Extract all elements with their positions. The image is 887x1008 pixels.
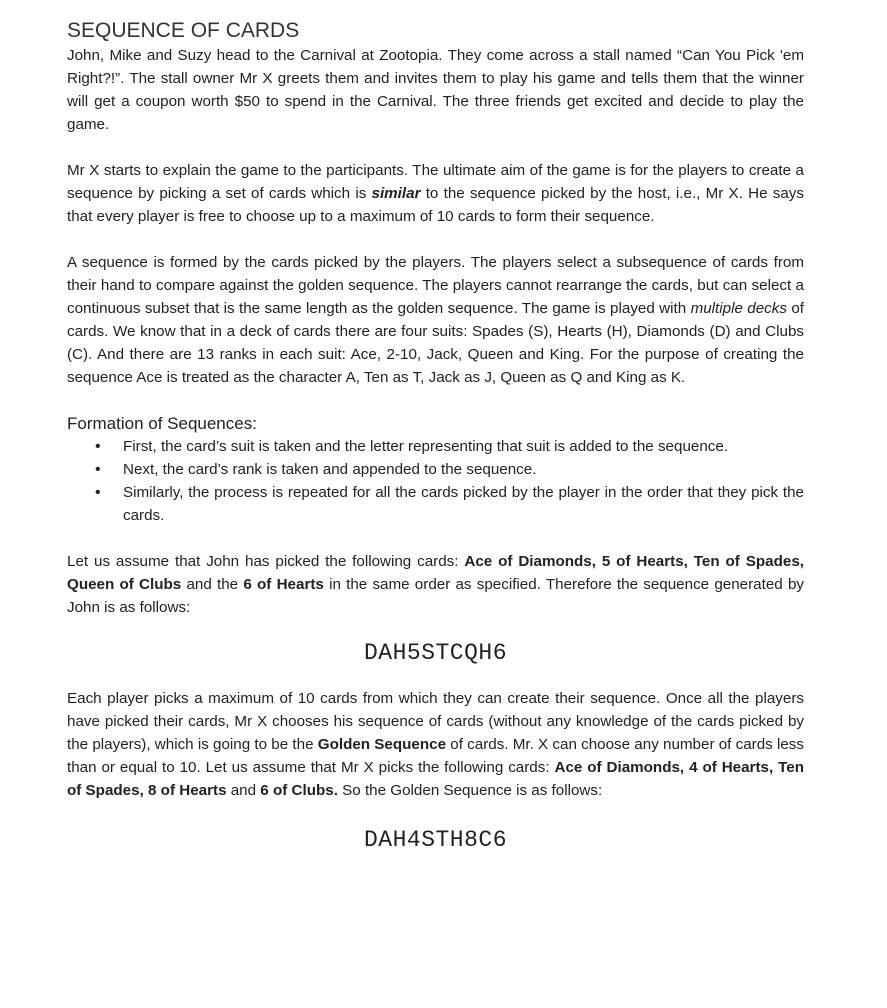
list-item: • Similarly, the process is repeated for all the cards picked by the player in the order that they pick the cards. — [123, 481, 804, 527]
sequence-text-a: A sequence is formed by the cards picked by the players. The players select a subsequence of cards from their hand to compare against the golden sequence. The players cannot rearrange the cards, but can select a continuous subset that is the same length as the golden sequence. The game is played with — [67, 254, 804, 317]
rules-paragraph — [67, 159, 804, 228]
golden-sequence-term: Golden Sequence — [317, 736, 447, 753]
sequence-emphasis: multiple decks — [690, 300, 787, 317]
golden-last-card: 6 of Clubs. — [260, 782, 338, 799]
golden-text-a: Each player picks a maximum of 10 cards from which they can create their sequence. Once all the players have picked their cards, Mr X chooses his sequence of cards (without any knowledge of the cards picked by the players), which is going to be the — [67, 690, 804, 753]
list-item: • Next, the card’s rank is taken and appended to the sequence. — [123, 458, 804, 481]
golden-text-e: So the Golden Sequence is as follows: — [337, 782, 603, 799]
rules-emphasis: similar — [371, 185, 421, 202]
john-text-c: and the — [181, 576, 244, 593]
intro-paragraph: John, Mike and Suzy head to the Carnival at Zootopia. They come across a stall named “Can You Pick 'em Right?!”. The stall owner Mr X greets them and invites them to play his game and tells them that the winner will get a coupon worth $50 to spend in the Carnival. The three friends get excited and decide to play the game. — [67, 47, 804, 133]
golden-text-c: of cards. Mr. X can choose any number of cards less than or equal to 10. Let us assume that Mr X picks the following cards: — [67, 736, 804, 776]
formation-list — [67, 435, 804, 527]
document-title: SEQUENCE OF CARDS — [67, 19, 300, 42]
list-item: • First, the card’s suit is taken and the letter representing that suit is added to the sequence. — [123, 435, 804, 458]
golden-cards: Ace of Diamonds, 4 of Hearts, Ten of Spades, 8 of Hearts — [67, 759, 804, 799]
john-sequence: DAH5STCQH6 — [363, 640, 508, 666]
golden-paragraph — [67, 687, 804, 802]
golden-sequence: DAH4STH8C6 — [363, 827, 508, 853]
john-cards: Ace of Diamonds, 5 of Hearts, Ten of Spades, Queen of Clubs — [67, 553, 804, 593]
rules-text-b: to the sequence picked by the host, i.e., Mr X. He says that every player is free to choose up to a maximum of 10 cards to form their sequence. — [67, 185, 804, 225]
sequence-text-b: of cards. We know that in a deck of cards there are four suits: Spades (S), Hearts (H), Diamonds (D) and Clubs (C). And there are 13 ranks in each suit: Ace, 2-10, Jack, Queen and King. For the purpose of creating the sequence Ace is treated as the character A, Ten as T, Jack as J, Queen as Q and King as K. — [67, 300, 804, 386]
sequence-paragraph — [67, 251, 804, 389]
rules-text-a: Mr X starts to explain the game to the participants. The ultimate aim of the game is for the players to create a sequence by picking a set of cards which is — [67, 162, 804, 202]
formation-heading: Formation of Sequences: — [67, 414, 257, 433]
john-text-a: Let us assume that John has picked the following cards: — [67, 553, 465, 570]
john-text-d: in the same order as specified. Therefore the sequence generated by John is as follows: — [67, 576, 804, 616]
john-last-card: 6 of Hearts — [243, 576, 324, 593]
document-page — [67, 18, 804, 855]
golden-text-d: and — [226, 782, 261, 799]
john-paragraph — [67, 550, 804, 619]
